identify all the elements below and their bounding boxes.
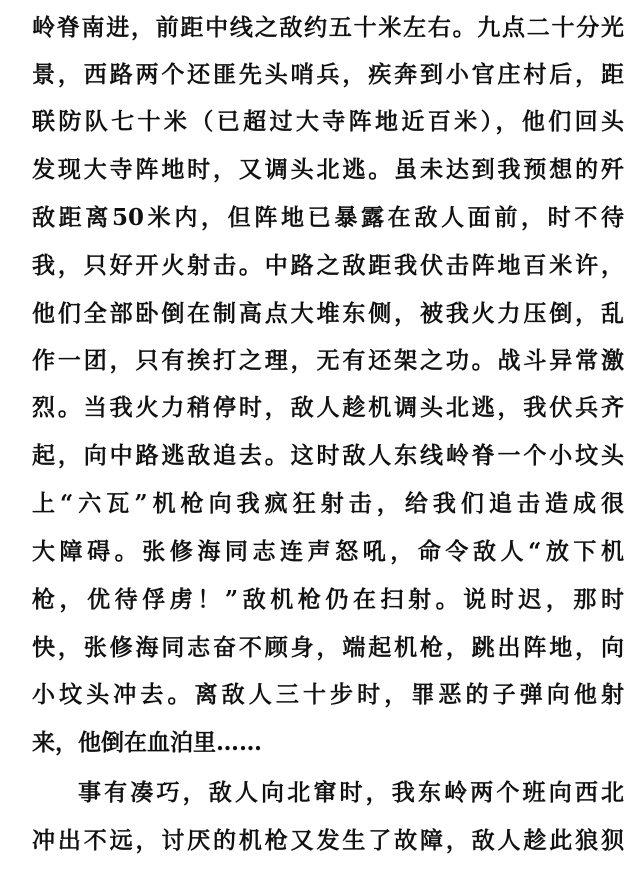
text-line: 小坟头冲去。离敌人三十步时，罪恶的子弹向他射 (32, 681, 624, 708)
text-line: 起，向中路逃敌追去。这时敌人东线岭脊一个小坟头 (32, 442, 624, 469)
text-line: 烈。当我火力稍停时，敌人趁机调头北逃，我伏兵齐 (32, 394, 624, 421)
text-line: 发现大寺阵地时，又调头北逃。虽未达到我预想的歼 (32, 156, 624, 183)
text-line: 快，张修海同志奋不顾身，端起机枪，跳出阵地，向 (32, 634, 624, 661)
text-line: 景，西路两个还匪先头哨兵，疾奔到小官庄村后，距 (32, 61, 624, 88)
text-line: 枪，优待俘虏！”敌机枪仍在扫射。说时迟，那时 (32, 586, 624, 613)
text-line: 我，只好开火射击。中路之敌距我伏击阵地百米许， (32, 252, 624, 279)
text-line: 事有凑巧，敌人向北窜时，我东岭两个班向西北 (78, 779, 624, 806)
text-line: 联防队七十米（已超过大寺阵地近百米），他们回头 (32, 108, 624, 135)
text-line: 他们全部卧倒在制高点大堆东侧，被我火力压倒，乱 (32, 300, 624, 327)
text-line: 敌距离50米内，但阵地已暴露在敌人面前，时不待 (32, 204, 624, 231)
text-line: 岭脊南进，前距中线之敌约五十米左右。九点二十分光 (32, 14, 624, 41)
text-line: 来，他倒在血泊里…… (32, 729, 262, 756)
text-line: 上“六瓦”机枪向我疯狂射击，给我们追击造成很 (32, 490, 624, 517)
text-line: 冲出不远，讨厌的机枪又发生了故障，敌人趁此狼狈 (32, 827, 624, 854)
text-line: 大障碍。张修海同志连声怒吼，命令敌人“放下机 (32, 538, 624, 565)
text-line: 作一团，只有挨打之理，无有还架之功。战斗异常激 (32, 347, 624, 374)
